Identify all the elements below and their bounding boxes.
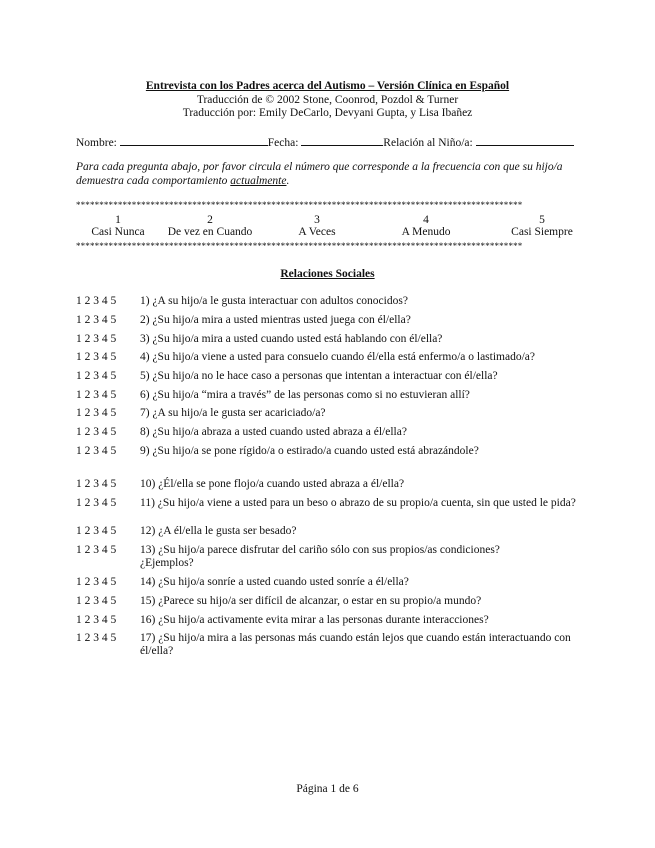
- question-17: 17) ¿Su hijo/a mira a las personas más cuando están lejos que cuando están interactuando con él/ella?: [140, 632, 571, 657]
- question-4: 4) ¿Su hijo/a viene a usted para consuelo cuando él/ella está enfermo/a o lastimado/a?: [140, 351, 536, 363]
- section-title: Relaciones Sociales: [280, 268, 375, 280]
- response-options-5[interactable]: 1 2 3 4 5: [76, 370, 117, 382]
- question-14: 14) ¿Su hijo/a sonríe a usted cuando usted sonríe a él/ella?: [140, 576, 409, 588]
- instructions-end: .: [286, 175, 290, 187]
- question-3: 3) ¿Su hijo/a mira a usted cuando usted está hablando con él/ella?: [140, 333, 443, 345]
- name-label: Nombre:: [76, 137, 117, 149]
- question-1: 1) ¿A su hijo/a le gusta interactuar con adultos conocidos?: [140, 295, 408, 307]
- instructions-emphasis: actualmente: [230, 175, 287, 187]
- question-7: 7) ¿A su hijo/a le gusta ser acariciado/a?: [140, 407, 326, 419]
- separator-top: ************************************************************************************************: [76, 201, 523, 210]
- question-6: 6) ¿Su hijo/a “mira a través” de las personas como si no estuvieran allí?: [140, 389, 470, 401]
- question-5: 5) ¿Su hijo/a no le hace caso a personas que intentan a interactuar con él/ella?: [140, 370, 498, 382]
- translators-line: Traducción por: Emily DeCarlo, Devyani Gupta, y Lisa Ibañez: [182, 107, 473, 119]
- question-10: 10) ¿Él/ella se pone flojo/a cuando usted abraza a él/ella?: [140, 478, 405, 490]
- scale-option-2: [160, 214, 260, 238]
- scale-number: 4: [423, 214, 429, 226]
- response-options-8[interactable]: 1 2 3 4 5: [76, 426, 117, 438]
- response-options-14[interactable]: 1 2 3 4 5: [76, 576, 117, 588]
- copyright-line: Traducción de © 2002 Stone, Coonrod, Pozdol & Turner: [196, 94, 459, 106]
- response-options-17[interactable]: 1 2 3 4 5: [76, 632, 117, 644]
- date-field-line[interactable]: [301, 134, 383, 146]
- scale-label: A Veces: [298, 226, 336, 238]
- response-options-1[interactable]: 1 2 3 4 5: [76, 295, 117, 307]
- scale-number: 3: [314, 214, 320, 226]
- question-8: 8) ¿Su hijo/a abraza a usted cuando usted abraza a él/ella?: [140, 426, 407, 438]
- scale-option-5: [498, 214, 586, 238]
- scale-label: De vez en Cuando: [167, 226, 253, 238]
- question-13: 13) ¿Su hijo/a parece disfrutar del cariño sólo con sus propios/as condiciones? ¿Ejemplos?: [140, 544, 500, 569]
- response-options-7[interactable]: 1 2 3 4 5: [76, 407, 117, 419]
- scale-option-1: [78, 214, 158, 238]
- response-options-15[interactable]: 1 2 3 4 5: [76, 595, 117, 607]
- question-12: 12) ¿A él/ella le gusta ser besado?: [140, 525, 297, 537]
- response-options-2[interactable]: 1 2 3 4 5: [76, 314, 117, 326]
- response-options-12[interactable]: 1 2 3 4 5: [76, 525, 117, 537]
- document-title: Entrevista con los Padres acerca del Autismo – Versión Clínica en Español: [145, 80, 510, 92]
- page-number: Página 1 de 6: [296, 783, 359, 795]
- instructions-text: Para cada pregunta abajo, por favor circula el número que corresponde a la frecuencia con que su hijo/a demuestra cada comportamiento: [76, 161, 563, 187]
- form-fields-row: [76, 134, 586, 149]
- scale-number: 2: [207, 214, 213, 226]
- relation-field-line[interactable]: [476, 134, 574, 146]
- scale-label: Casi Nunca: [91, 226, 145, 238]
- date-label: Fecha:: [267, 137, 299, 149]
- question-11: 11) ¿Su hijo/a viene a usted para un beso o abrazo de su propio/a cuenta, sin que usted le pida?: [140, 497, 576, 509]
- scale-option-4: [386, 214, 466, 238]
- separator-bottom: ************************************************************************************************: [76, 242, 523, 251]
- name-field-line[interactable]: [120, 134, 268, 146]
- response-options-13[interactable]: 1 2 3 4 5: [76, 544, 117, 556]
- question-16: 16) ¿Su hijo/a activamente evita mirar a las personas durante interacciones?: [140, 614, 489, 626]
- scale-option-3: [277, 214, 357, 238]
- response-options-3[interactable]: 1 2 3 4 5: [76, 333, 117, 345]
- response-options-16[interactable]: 1 2 3 4 5: [76, 614, 117, 626]
- response-options-6[interactable]: 1 2 3 4 5: [76, 389, 117, 401]
- question-9: 9) ¿Su hijo/a se pone rígido/a o estirado/a cuando usted está abrazándole?: [140, 445, 479, 457]
- question-15: 15) ¿Parece su hijo/a ser difícil de alcanzar, o estar en su propio/a mundo?: [140, 595, 482, 607]
- response-options-11[interactable]: 1 2 3 4 5: [76, 497, 117, 509]
- response-options-4[interactable]: 1 2 3 4 5: [76, 351, 117, 363]
- response-options-10[interactable]: 1 2 3 4 5: [76, 478, 117, 490]
- relation-label: Relación al Niño/a:: [383, 137, 473, 149]
- scale-number: 1: [115, 214, 121, 226]
- response-options-9[interactable]: 1 2 3 4 5: [76, 445, 117, 457]
- question-2: 2) ¿Su hijo/a mira a usted mientras usted juega con él/ella?: [140, 314, 411, 326]
- scale-label: A Menudo: [401, 226, 451, 238]
- scale-label: Casi Siempre: [511, 226, 573, 238]
- instructions: [76, 160, 586, 188]
- scale-number: 5: [539, 214, 545, 226]
